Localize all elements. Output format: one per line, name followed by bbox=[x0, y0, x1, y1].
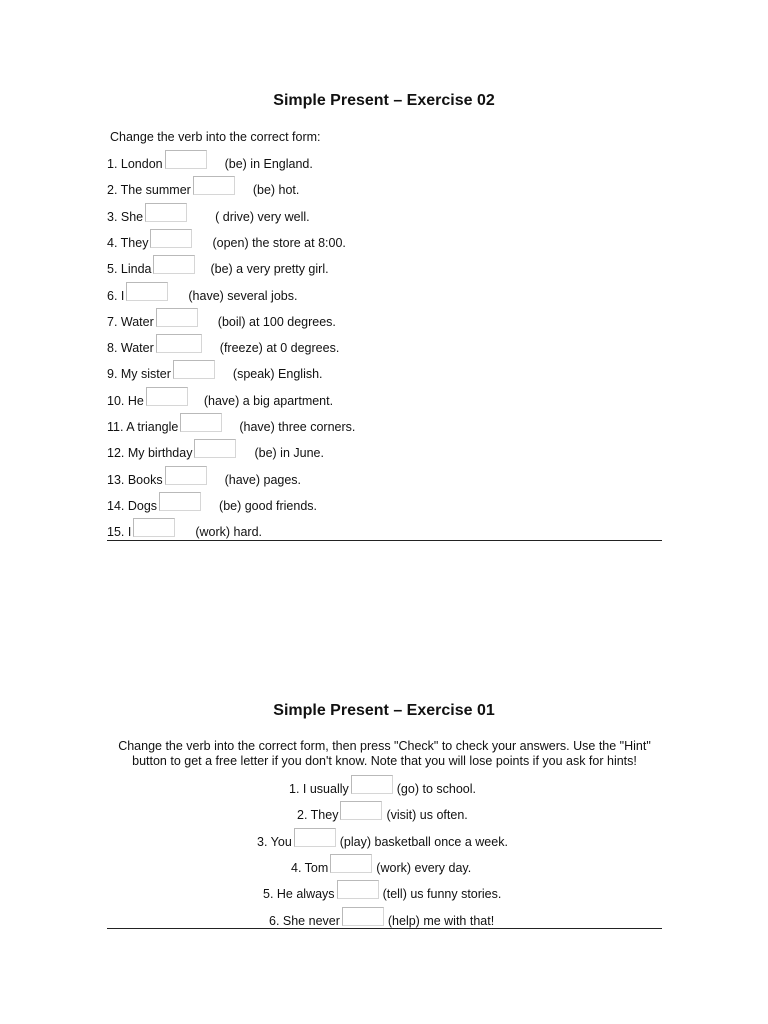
item-suffix: (work) hard. bbox=[195, 525, 263, 540]
answer-input[interactable] bbox=[173, 360, 215, 379]
exercise-1-item bbox=[297, 805, 468, 825]
item-prefix: 6. She never bbox=[269, 913, 340, 928]
exercise-2-title: Simple Present – Exercise 02 bbox=[273, 92, 495, 109]
exercise-1-item bbox=[291, 858, 471, 878]
exercise-2-divider bbox=[107, 540, 662, 541]
answer-input[interactable] bbox=[159, 492, 201, 511]
answer-input[interactable] bbox=[351, 775, 393, 794]
item-prefix: 3. She bbox=[107, 209, 144, 224]
answer-input[interactable] bbox=[165, 466, 207, 485]
exercise-1-instruction-line-2: button to get a free letter if you don't know. Note that you will lose points if you ask for hints! bbox=[132, 754, 637, 768]
answer-input[interactable] bbox=[180, 413, 222, 432]
item-prefix: 14. Dogs bbox=[107, 498, 158, 513]
item-suffix: (work) every day. bbox=[376, 860, 472, 875]
item-prefix: 1. London bbox=[107, 157, 163, 171]
item-prefix: 8. Water bbox=[107, 341, 154, 356]
exercise-2-item bbox=[107, 391, 333, 411]
exercise-2-item bbox=[107, 207, 310, 227]
exercise-2-item bbox=[107, 364, 323, 384]
answer-input[interactable] bbox=[156, 308, 198, 327]
exercise-2-item bbox=[107, 259, 329, 279]
exercise-2-item bbox=[107, 443, 324, 463]
exercise-1-item bbox=[289, 779, 476, 799]
answer-input[interactable] bbox=[153, 255, 195, 274]
exercise-2-item bbox=[107, 154, 313, 174]
item-suffix: (boil) at 100 degrees. bbox=[217, 314, 336, 329]
exercise-2-item bbox=[107, 417, 355, 437]
item-prefix: 1. I usually bbox=[289, 782, 349, 796]
item-prefix: 6. I bbox=[107, 288, 125, 303]
item-prefix: 15. I bbox=[107, 525, 132, 540]
item-prefix: 11. A triangle bbox=[107, 420, 179, 434]
item-suffix: ( drive) very well. bbox=[215, 209, 310, 224]
item-prefix: 4. They bbox=[107, 235, 149, 250]
item-prefix: 13. Books bbox=[107, 472, 163, 487]
answer-input[interactable] bbox=[145, 203, 187, 222]
exercise-2-item bbox=[107, 233, 346, 253]
answer-input[interactable] bbox=[193, 176, 235, 195]
item-prefix: 9. My sister bbox=[107, 367, 171, 382]
exercise-2-item bbox=[107, 312, 336, 332]
item-suffix: (have) a big apartment. bbox=[203, 393, 334, 408]
answer-input[interactable] bbox=[133, 518, 175, 537]
answer-input[interactable] bbox=[330, 854, 372, 873]
answer-input[interactable] bbox=[294, 828, 336, 847]
item-prefix: 2. They bbox=[297, 808, 339, 823]
item-suffix: (visit) us often. bbox=[386, 808, 468, 823]
item-suffix: (play) basketball once a week. bbox=[339, 834, 508, 849]
item-suffix: (be) a very pretty girl. bbox=[210, 262, 329, 277]
exercise-2-item bbox=[107, 180, 299, 200]
answer-input[interactable] bbox=[156, 334, 202, 353]
answer-input[interactable] bbox=[337, 880, 379, 899]
exercise-2-instruction: Change the verb into the correct form: bbox=[110, 130, 321, 144]
exercise-1-title: Simple Present – Exercise 01 bbox=[273, 702, 495, 719]
item-suffix: (be) in June. bbox=[254, 446, 324, 461]
item-prefix: 2. The summer bbox=[107, 183, 191, 198]
item-suffix: (have) three corners. bbox=[239, 420, 356, 434]
item-prefix: 10. He bbox=[107, 393, 144, 408]
item-suffix: (be) good friends. bbox=[219, 498, 318, 513]
answer-input[interactable] bbox=[165, 150, 207, 169]
answer-input[interactable] bbox=[150, 229, 192, 248]
item-prefix: 5. Linda bbox=[107, 262, 152, 277]
item-prefix: 12. My birthday bbox=[107, 446, 193, 461]
item-prefix: 4. Tom bbox=[291, 860, 329, 875]
answer-input[interactable] bbox=[340, 801, 382, 820]
item-suffix: (open) the store at 8:00. bbox=[212, 235, 346, 250]
item-suffix: (be) in England. bbox=[224, 157, 313, 171]
item-suffix: (speak) English. bbox=[232, 367, 323, 382]
exercise-2-item bbox=[107, 286, 297, 306]
item-prefix: 7. Water bbox=[107, 314, 154, 329]
item-suffix: (have) pages. bbox=[224, 472, 302, 487]
item-prefix: 3. You bbox=[257, 834, 292, 849]
answer-input[interactable] bbox=[342, 907, 384, 926]
item-prefix: 5. He always bbox=[263, 887, 335, 902]
exercise-1-item bbox=[263, 884, 501, 904]
exercise-1-divider bbox=[107, 928, 662, 929]
exercise-2-item bbox=[107, 496, 317, 516]
item-suffix: (tell) us funny stories. bbox=[382, 887, 502, 902]
item-suffix: (help) me with that! bbox=[387, 913, 495, 928]
item-suffix: (go) to school. bbox=[396, 782, 476, 796]
item-suffix: (freeze) at 0 degrees. bbox=[219, 341, 340, 356]
answer-input[interactable] bbox=[146, 387, 188, 406]
answer-input[interactable] bbox=[194, 439, 236, 458]
item-suffix: (have) several jobs. bbox=[188, 288, 298, 303]
item-suffix: (be) hot. bbox=[252, 183, 300, 198]
exercise-1-instruction-line-1: Change the verb into the correct form, then press "Check" to check your answers. Use the "Hint" bbox=[118, 739, 651, 753]
exercise-1-item bbox=[257, 832, 508, 852]
answer-input[interactable] bbox=[126, 282, 168, 301]
exercise-2-item bbox=[107, 338, 339, 358]
exercise-1-instruction bbox=[107, 739, 662, 769]
exercise-2-item bbox=[107, 470, 301, 490]
